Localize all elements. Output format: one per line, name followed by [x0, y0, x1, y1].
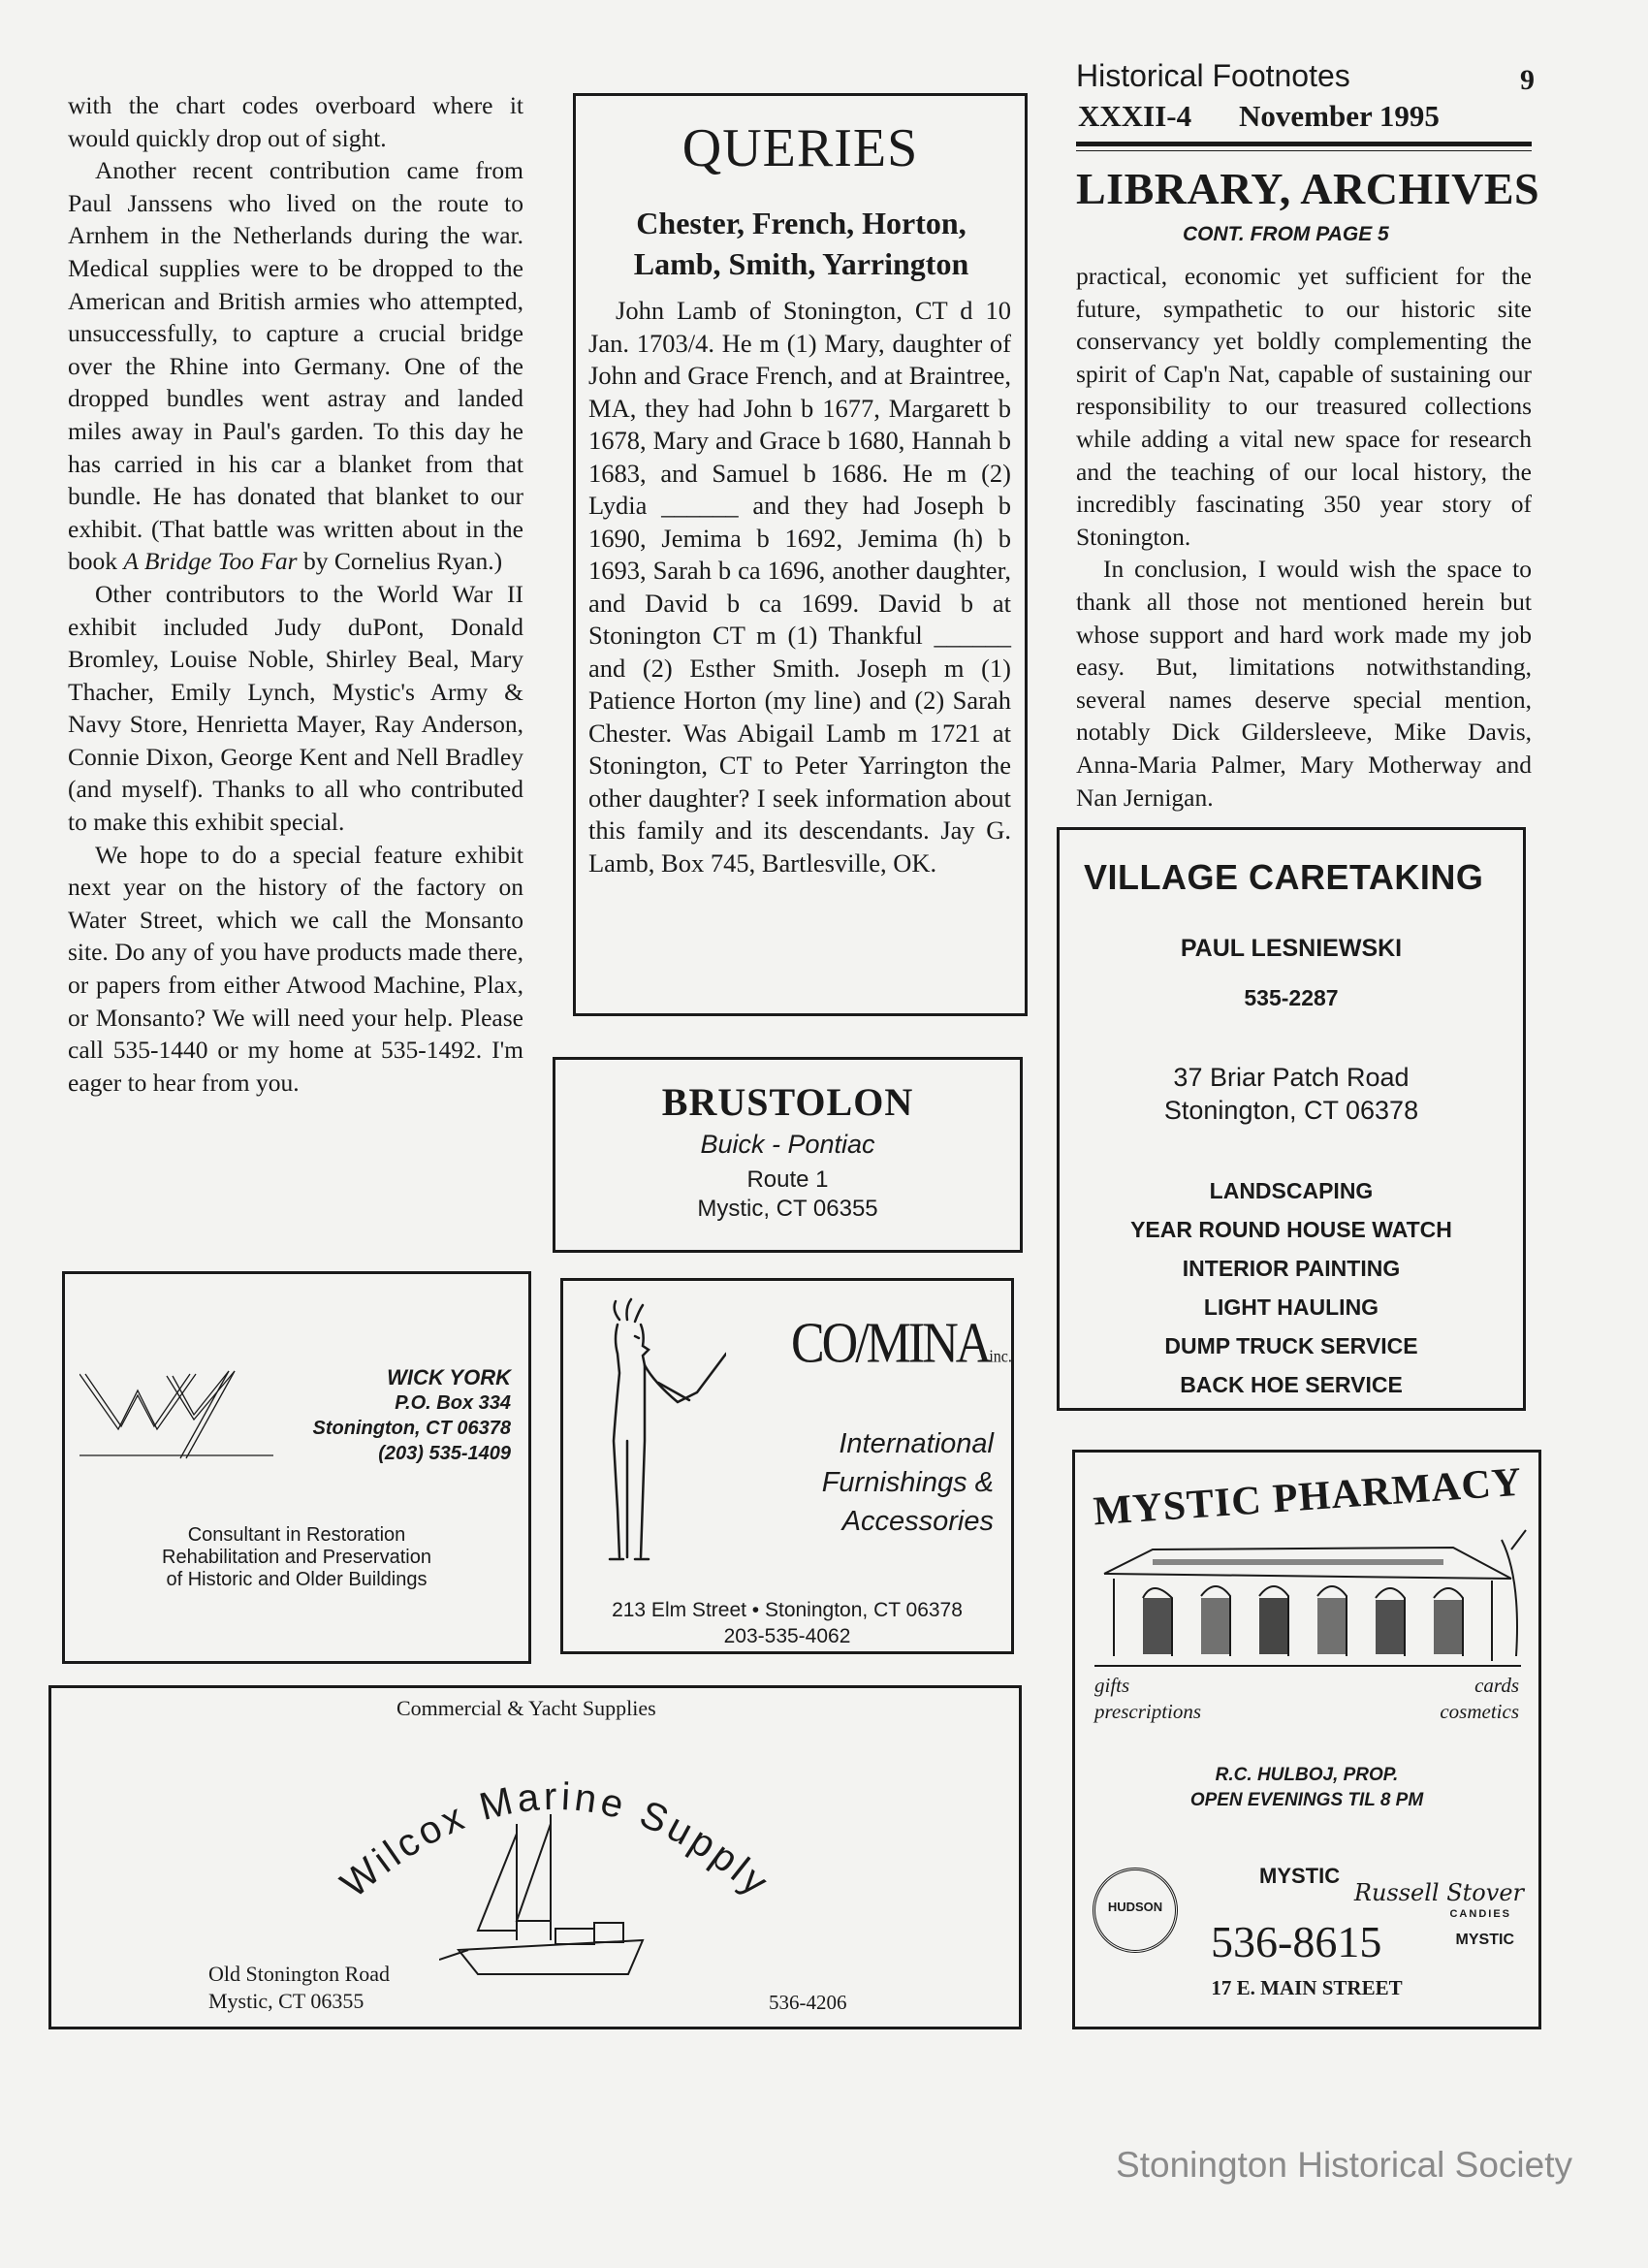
caretaking-ad: [1057, 827, 1526, 1411]
issue-number: XXXII-4: [1078, 99, 1192, 133]
queries-title: QUERIES: [681, 118, 919, 178]
service-item: LIGHT HAULING: [1203, 1294, 1379, 1320]
russell-stover-logo: Russell Stover: [1353, 1879, 1524, 1906]
caretaking-address1: 37 Briar Patch Road: [1173, 1063, 1410, 1092]
wick-york-desc: [65, 1524, 528, 1591]
paragraph: Another recent contribution came from Paul Janssens who lived on the route to Arnhem in the Netherlands during the war. Medical supplies were to be dropped to the American and British armies who attempted, unsuccessfully, to capture a crucial bridge over the Rhine into Germany. One of the dropped bundles went astray and landed miles away in Paul's garden. To this day he has carried in his car a blanket from that bundle. He has donated that blanket to our exhibit. (That battle was written about in the book A Bridge Too Far by Cornelius Ryan.): [68, 156, 523, 576]
caretaking-owner: PAUL LESNIEWSKI: [1180, 935, 1403, 962]
caretaking-title: VILLAGE CARETAKING: [1084, 857, 1484, 897]
pharmacy-cards: cards: [1474, 1674, 1519, 1697]
brustolon-address1: Route 1: [746, 1166, 829, 1193]
pharmacy-cosmetics: cosmetics: [1440, 1700, 1519, 1723]
queries-box: [573, 93, 1028, 1016]
pharmacy-gifts: gifts: [1094, 1674, 1130, 1697]
paragraph: with the chart codes overboard where it would quickly drop out of sight.: [68, 91, 523, 152]
caretaking-phone: 535-2287: [1244, 985, 1339, 1010]
comina-phone: 203-535-4062: [723, 1625, 851, 1647]
library-continued: CONT. FROM PAGE 5: [1183, 223, 1389, 245]
brustolon-name: BRUSTOLON: [661, 1080, 914, 1124]
page-number: 9: [1520, 64, 1535, 96]
paragraph: Other contributors to the World War II exhibit included Judy duPont, Donald Bromley, Louise Noble, Shirley Beal, Mary Thacher, Emily Lynch, Mystic's Army & Navy Store, Henrietta Mayer, Ray Anderson, Connie Dixon, George Kent and Nell Bradley (and myself). Thanks to all who contributed to make this exhibit special.: [68, 579, 523, 837]
paragraph: In conclusion, I would wish the space to thank all those not mentioned herein but whose support and hard work made my job easy. But, limitations notwithstanding, several names deserve special mention, notably Dick Gildersleeve, Mike Davis, Anna-Maria Palmer, Mary Motherway and Nan Jernigan.: [1076, 555, 1532, 812]
header-rule-thin: [1076, 150, 1532, 151]
brustolon-tagline: Buick - Pontiac: [700, 1130, 875, 1159]
wick-york-logo: [79, 1366, 273, 1463]
comina-logo-text: CO/MINA: [791, 1311, 990, 1376]
issue-date: November 1995: [1239, 99, 1440, 133]
paragraph: practical, economic yet sufficient for the future, sympathetic to our historic site conservancy yet boldly complementing the spirit of Cap'n Nat, capable of sustaining our responsibility to our treasured collections while adding a vital new space for research and the teaching of our local history, the incredibly fascinating 350 year story of Stonington.: [1076, 262, 1532, 551]
library-article: [1076, 260, 1532, 814]
hudson-seal: [1093, 1868, 1178, 1953]
hudson-seal-text: HUDSON: [1107, 1900, 1163, 1914]
pharmacy-phone: 536-8615: [1211, 1917, 1382, 1966]
wilcox-address1: Old Stonington Road: [208, 1962, 391, 1986]
caretaking-address2: Stonington, CT 06378: [1163, 1096, 1419, 1125]
watermark: Stonington Historical Society: [1116, 2145, 1572, 2185]
wilcox-address2: Mystic, CT 06355: [208, 1989, 364, 2013]
book-title: A Bridge Too Far: [123, 547, 298, 576]
pharmacy-prop: R.C. HULBOJ, PROP.: [1215, 1765, 1399, 1785]
pharmacy-mystic-small: MYSTIC: [1455, 1932, 1514, 1948]
service-item: DUMP TRUCK SERVICE: [1164, 1333, 1418, 1358]
service-item: LANDSCAPING: [1209, 1178, 1374, 1203]
russell-stover-candies: CANDIES: [1449, 1908, 1511, 1920]
pharmacy-street: 17 E. MAIN STREET: [1211, 1976, 1403, 1999]
tagline-line: Accessories: [841, 1506, 994, 1537]
wick-york-box: P.O. Box 334: [395, 1392, 511, 1414]
desc-line: Consultant in Restoration: [187, 1524, 406, 1546]
comina-logo: [791, 1311, 1012, 1377]
pharmacy-prescriptions: prescriptions: [1094, 1700, 1202, 1723]
service-item: INTERIOR PAINTING: [1182, 1256, 1401, 1281]
desc-line: of Historic and Older Buildings: [166, 1569, 428, 1590]
header-rule: [1076, 142, 1532, 146]
service-item: YEAR ROUND HOUSE WATCH: [1130, 1217, 1452, 1242]
pharmacy-storefront-drawing: [1085, 1520, 1531, 1676]
comina-figure-drawing: [581, 1295, 726, 1586]
pharmacy-town: MYSTIC: [1259, 1864, 1341, 1888]
caretaking-services: [1060, 1171, 1523, 1404]
paragraph: We hope to do a special feature exhibit next year on the history of the factory on Water Street, which we call the Monsanto site. Do any of you have products made there, or papers from either Atwood Machine, Plax, or Monsanto? We will need your help. Please call 535-1440 or my home at 535-1492. I'm eager to hear from you.: [68, 840, 523, 1097]
brustolon-ad: [553, 1057, 1023, 1253]
library-title: LIBRARY, ARCHIVES: [1076, 164, 1540, 213]
comina-tagline: [822, 1424, 994, 1541]
pharmacy-name: MYSTIC PHARMACY: [1092, 1459, 1524, 1535]
mystic-pharmacy-ad: [1072, 1450, 1541, 2029]
wilcox-phone: 536-4206: [769, 1991, 847, 2014]
wilcox-top-line: Commercial & Yacht Supplies: [396, 1696, 656, 1720]
comina-address: 213 Elm Street • Stonington, CT 06378: [612, 1599, 963, 1621]
queries-subtitle: Chester, French, Horton, Lamb, Smith, Yarrington: [633, 206, 969, 281]
wick-york-name: WICK YORK: [387, 1365, 511, 1390]
wick-york-ad: [62, 1271, 531, 1664]
tagline-line: Furnishings &: [821, 1467, 994, 1498]
left-column-article: [68, 89, 523, 1099]
comina-inc: inc.: [989, 1347, 1012, 1367]
wick-york-city: Stonington, CT 06378: [312, 1418, 511, 1439]
comina-ad: [560, 1278, 1014, 1654]
pharmacy-hours: OPEN EVENINGS TIL 8 PM: [1189, 1790, 1424, 1810]
wilcox-marine-ad: [48, 1685, 1022, 2029]
sailing-ship-drawing: [439, 1814, 662, 1979]
queries-body: John Lamb of Stonington, CT d 10 Jan. 1703/4. He m (1) Mary, daughter of John and Grace French, and at Braintree, MA, they had John b 1677, Margarett b 1678, Mary and Grace b 1680, Hannah b 1683, and Samuel b 1686. He m (2) Lydia ______ and they had Joseph b 1690, Jemima b 1692, Jemima (h) b 1693, Sarah b ca 1696, another daughter, and David b ca 1699. David b at Stonington CT m (1) Thankful ______ and (2) Esther Smith. Joseph m (1) Patience Horton (my line) and (2) Sarah Chester. Was Abigail Lamb m 1721 at Stonington, CT to Peter Yarrington the other daughter? I seek information about this family and its descendants. Jay G. Lamb, Box 745, Bartlesville, OK.: [588, 296, 1011, 878]
tagline-line: International: [839, 1428, 994, 1459]
desc-line: Rehabilitation and Preservation: [162, 1547, 431, 1568]
wilcox-name-text: Wilcox Marine Supply: [333, 1774, 778, 1906]
wick-york-phone: (203) 535-1409: [378, 1443, 511, 1464]
publication-title: Historical Footnotes: [1076, 58, 1350, 93]
service-item: BACK HOE SERVICE: [1180, 1372, 1403, 1397]
brustolon-address2: Mystic, CT 06355: [697, 1196, 878, 1222]
